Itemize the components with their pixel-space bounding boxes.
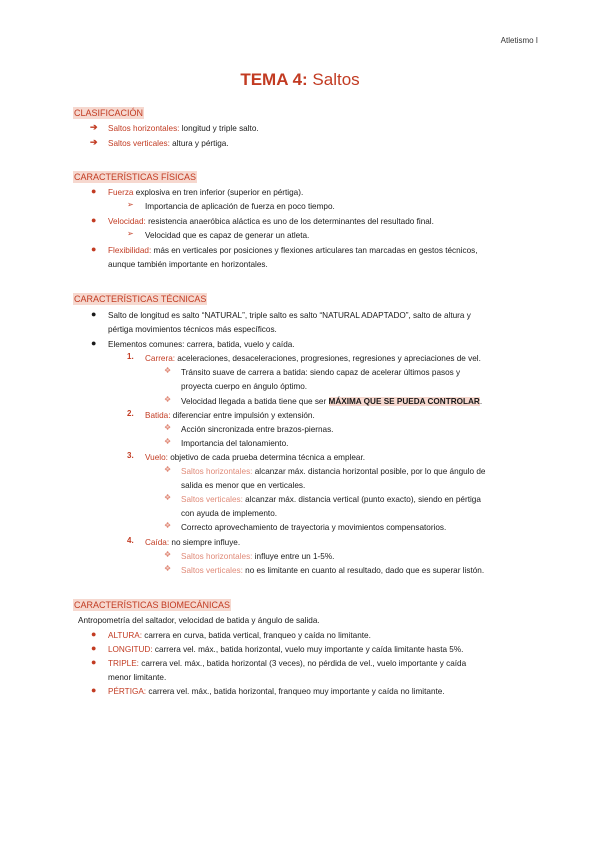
list-item: TRIPLE: carrera vel. máx., batida horizontal (3 veces), no pérdida de vel., vuelo importante y caída [108,659,467,668]
list-item: Saltos horizontales: influye entre un 1-5%. [181,552,335,561]
list-item: Saltos horizontales: alcanzar máx. distancia horizontal posible, por lo que ángulo de [181,467,486,476]
page-title [0,70,600,90]
list-item: Importancia del talonamiento. [181,439,289,448]
list-item: Importancia de aplicación de fuerza en poco tiempo. [145,202,335,211]
list-item-continuation: proyecta cuerpo en ángulo óptimo. [181,382,308,391]
diamond-icon: ❖ [164,550,172,559]
list-item-continuation: con ayuda de implemento. [181,509,278,518]
diamond-icon: ❖ [164,366,172,375]
diamond-icon: ❖ [164,564,172,573]
list-item: Caída: no siempre influye. [145,538,241,547]
section-heading-tecnicas: CARACTERÍSTICAS TÉCNICAS [74,294,207,304]
list-item: Saltos verticales: altura y pértiga. [108,139,229,148]
bullet-icon: ● [91,186,97,196]
section-heading-biomecanicas: CARACTERÍSTICAS BIOMECÁNICAS [74,600,231,610]
number-marker: 1. [127,352,134,361]
list-item: Saltos horizontales: longitud y triple salto. [108,124,259,133]
bullet-icon: ● [91,657,97,667]
list-item-continuation: menor limitante. [108,673,167,682]
number-marker: 2. [127,409,134,418]
list-item: Batida: diferenciar entre impulsión y extensión. [145,411,315,420]
paragraph: Antropometría del saltador, velocidad de batida y ángulo de salida. [78,616,320,625]
diamond-icon: ❖ [164,395,172,404]
list-item: Saltos verticales: alcanzar máx. distancia vertical (punto exacto), siendo en pértiga [181,495,481,504]
diamond-icon: ❖ [164,437,172,446]
triangle-arrow-icon: ➢ [127,229,134,238]
list-item: Tránsito suave de carrera a batida: siendo capaz de acelerar últimos pasos y [181,368,461,377]
bullet-icon: ● [91,244,97,254]
paragraph: Salto de longitud es salto “NATURAL”, triple salto es salto “NATURAL ADAPTADO”, salto de altura y [108,311,471,320]
paragraph-continuation: pértiga movimientos técnicos más específicos. [108,325,277,334]
list-item: Correcto aprovechamiento de trayectoria y movimientos compensatorios. [181,523,447,532]
bullet-icon: ● [91,215,97,225]
list-item: Flexibilidad: más en verticales por posiciones y flexiones articulares tan marcadas en gestos técnicos, [108,246,478,255]
diamond-icon: ❖ [164,493,172,502]
list-item: Velocidad llegada a batida tiene que ser MÁXIMA QUE SE PUEDA CONTROLAR. [181,397,483,406]
list-item: LONGITUD: carrera vel. máx., batida horizontal, vuelo muy importante y caída limitante hasta 5%. [108,645,464,654]
section-heading-fisicas: CARACTERÍSTICAS FÍSICAS [74,172,197,182]
list-item: Carrera: aceleraciones, desaceleraciones, progresiones, regresiones y apreciaciones de vel. [145,354,481,363]
list-item: Velocidad que es capaz de generar un atleta. [145,231,310,240]
list-item-continuation: salida es menor que en verticales. [181,481,306,490]
bullet-icon: ● [91,643,97,653]
diamond-icon: ❖ [164,465,172,474]
list-item: Saltos verticales: no es limitante en cuanto al resultado, dado que es superar listón. [181,566,485,575]
list-item: Acción sincronizada entre brazos-piernas. [181,425,334,434]
list-item: Fuerza explosiva en tren inferior (superior en pértiga). [108,188,304,197]
title-tema: TEMA 4: [240,70,308,89]
bullet-icon: ● [91,685,97,695]
page-header: Atletismo I [500,36,538,45]
number-marker: 3. [127,451,134,460]
arrow-icon: ➔ [90,137,98,147]
list-item: PÉRTIGA: carrera vel. máx., batida horizontal, franqueo muy importante y caída no limitante. [108,687,445,696]
section-heading-clasificacion: CLASIFICACIÓN [74,108,144,118]
list-item: ALTURA: carrera en curva, batida vertical, franqueo y caída no limitante. [108,631,371,640]
title-name: Saltos [307,70,360,89]
list-item-continuation: aunque también importante en horizontales. [108,260,268,269]
bullet-icon: ● [91,309,97,319]
diamond-icon: ❖ [164,423,172,432]
triangle-arrow-icon: ➢ [127,200,134,209]
bullet-icon: ● [91,629,97,639]
arrow-icon: ➔ [90,122,98,132]
list-item: Velocidad: resistencia anaeróbica aláctica es uno de los determinantes del resultado final. [108,217,434,226]
paragraph: Elementos comunes: carrera, batida, vuelo y caída. [108,340,295,349]
diamond-icon: ❖ [164,521,172,530]
list-item: Vuelo: objetivo de cada prueba determina técnica a emplear. [145,453,366,462]
number-marker: 4. [127,536,134,545]
bullet-icon: ● [91,338,97,348]
